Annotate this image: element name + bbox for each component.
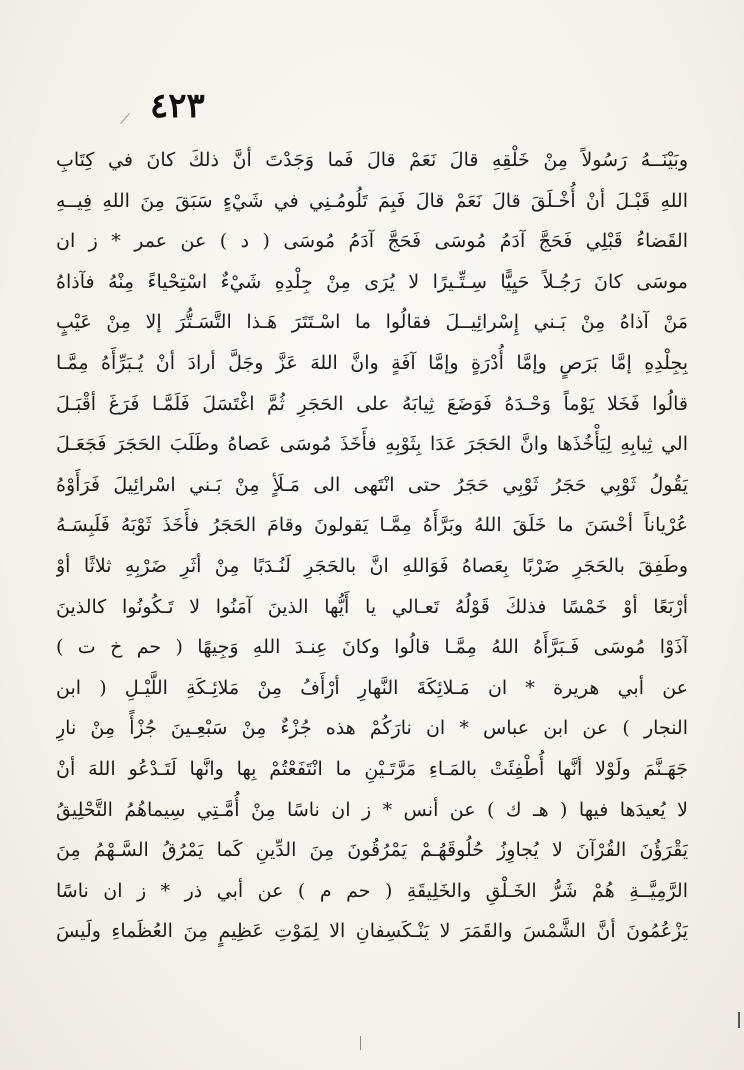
text-line: يَقُولُ ثَوْبِي حَجَرُ ثَوْبِي حَجَرُ حتى انْتَهى الى مَـلَأٍ مِنْ بَـني اسْرائِيلَ فَرَأَوْهُ <box>56 473 688 496</box>
text-line: بِجِلْدِهِ إمَّا بَرَصٍ وإمَّا أُدْرَةٍ وإمَّا آفَةٍ وانَّ اللهَ عَزَّ وجَلَّ أرادَ أنْ يُـبَرِّأَهُ مِمَّـا <box>56 351 688 374</box>
text-line: يَزْعُمُونَ أنَّ الشَّمْسَ والقَمَرَ لا يَنْـكَسِفانِ الا لِمَوْتِ عَظِيمٍ مِنَ العُظَماءِ ولَيسَ <box>56 920 688 943</box>
text-line: يَقْرَؤُنَ القُرْآنَ لا يُجاوِزُ حُلُوقَهُـمْ يَمْرُقُونَ مِنَ الدِّينِ كَما يَمْرُقُ السَّـهْمُ مِنَ <box>56 839 688 862</box>
text-line: اللهِ قَبْـلَ أنْ أُخْـلَقَ قالَ نَعَمْ قالَ فَبِمَ تَلُومُـنِي في شَيْءٍ سَبَقَ مِنَ اللهِ فِيــهِ <box>56 189 688 212</box>
text-line: وبَيْنَــهُ رَسُولاً مِنْ خَلْقِهِ قالَ نَعَمْ قالَ فَما وَجَدْتَ أنَّ ذلكَ كانَ في كِتَابِ <box>56 149 688 171</box>
margin-pencil-mark <box>120 113 130 124</box>
bottom-pencil-mark <box>360 1036 361 1050</box>
text-line: لا يُعيدَها فيها ( هـ ك ) عن أنس * ز ان ناسًا مِنْ أُمَّـتِي سِيماهُمُ التَّحْلِيقُ <box>56 798 688 821</box>
text-line: قالُوا فَخَلا يَوْماً وَحْـدَهُ فَوَضَعَ ثِيابَهُ على الحَجَرِ ثُمَّ اغْتَسَلَ فَلَمَّـا فَرَغَ أقْبَـلَ <box>56 392 688 415</box>
page-number: ٤٢٣ <box>150 86 205 126</box>
text-line: آذَوْا مُوسَى فَـبَرَّأَهُ اللهُ مِمَّـا قالُوا وكانَ عِنـدَ اللهِ وَجِيهًا ( حم خ ت ) <box>56 636 688 659</box>
text-line: النجار ) عن ابن عباس * ان نارَكُمْ هذه جُزْءٌ مِنْ سَبْعِـينَ جُزْأً مِنْ نارِ <box>56 717 688 740</box>
text-line: القَضاءُ قَبْلِي فَحَجَّ آدَمُ مُوسَى فَحَجَّ آدَمُ مُوسَى ( د ) عن عمر * ز ان <box>56 230 688 253</box>
edge-mark <box>738 1012 740 1028</box>
text-line: عُرْياناً أحْسَنَ ما خَلَقَ اللهُ وبَرَّأَهُ مِمَّـا يَقولونَ وقامَ الحَجَرُ فأَخَذَ ثَوْبَهُ فَلَبِسَـهُ <box>56 514 688 537</box>
text-line: الرَّمِيَّــةِ هُمْ شَرُّ الخَـلْقِ والخَلِيقَةِ ( حم م ) عن أبي ذر * ز ان ناسًا <box>56 879 688 902</box>
text-line: موسَى كانَ رَجُـلاً حَيِيًّا سِـتِّـيرًا لا يُرَى مِنْ جِلْدِهِ شَيْءٌ اسْتِحْياءً مِنْهُ فآذاهُ <box>56 270 688 293</box>
text-line: مَنْ آذاهُ مِنْ بَـني إِسْرائِيــلَ فقالُوا ما اسْـتَتَرَ هَـذا التَّسَـتُّرَ إلا مِنْ عَيْبٍ <box>56 311 688 334</box>
text-line: الي ثِيابِهِ لِيَأْخُذَها وانَّ الحَجَرَ عَدَا بِثَوْبِهِ فأَخَذَ مُوسَى عَصاهُ وطَلَبَ الحَجَرَ فَجَعَـلَ <box>56 433 688 456</box>
text-block <box>56 140 688 952</box>
text-line: أرْبَعًا أوْ خَمْسًا فذلكَ قَوْلُهُ تَعـالي يا أَيُّها الذينَ آمَنُوا لا تَـكُونُوا كالذينَ <box>56 595 688 618</box>
text-line: جَهَـنَّمَ ولَوْلا أنَّها أُطْفِئَتْ بالمَـاءِ مَرَّتَـيْنِ ما انْتَفَعْتُمْ بِها وانَّها لَتَـدْعُو اللهَ أنْ <box>56 757 688 780</box>
text-line: عن أبي هريرة * ان مَـلائِكَةَ النَّهارِ أرْأَفُ مِنْ مَلائِـكَةِ اللَّيْـلِ ( ابن <box>56 676 688 699</box>
text-line: وطَفِقَ بالحَجَرِ ضَرْبًا بِعَصاهُ فَوَاللهِ انَّ بالحَجَرِ لَنُـدَبًا مِنْ أثَرِ ضَرْبِهِ ثلاثًا أوْ <box>56 554 688 577</box>
